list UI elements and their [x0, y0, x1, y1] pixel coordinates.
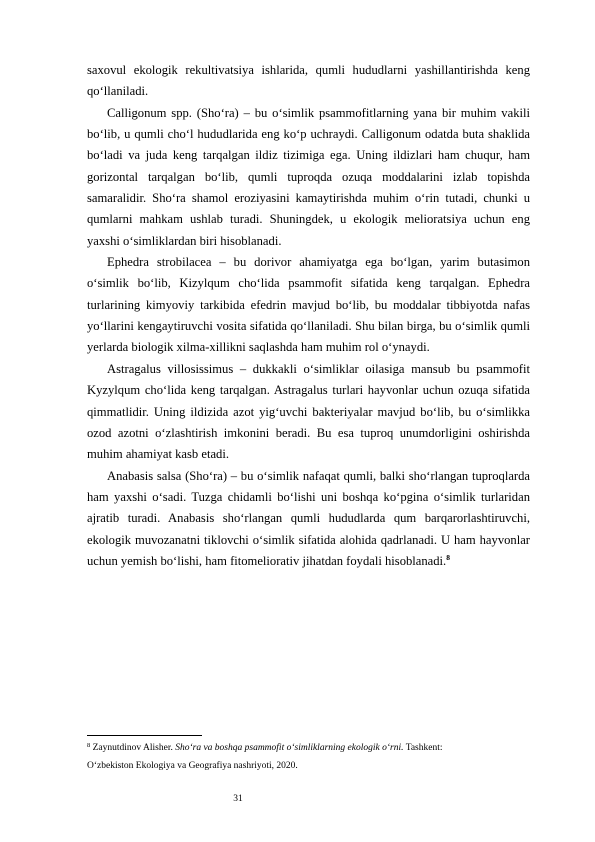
footnote-author: Zaynutdinov Alisher. [92, 743, 173, 753]
footnote-title: Sho‘ra va boshqa psammofit o‘simliklarning ekologik o‘rni. [175, 743, 404, 753]
footnote [87, 739, 530, 775]
body-text [87, 60, 530, 572]
footnote-reference[interactable]: 8 [446, 552, 450, 562]
footnote-place: Tashkent: [405, 743, 443, 753]
paragraph-ephedra: Ephedra strobilacea – bu dorivor ahamiyatga ega bo‘lgan, yarim butasimon o‘simlik bo‘lib, Kizylqum cho‘lida psammofit sifatida keng tarqalgan. Ephedra turlarining kimyoviy tarkibida efedrin mavjud bo‘lib, bu moddalar tibbiyotda nafas yo‘llarini kengaytiruvchi vosita sifatida qo‘llaniladi. Shu bilan birga, bu o‘simlik qumli yerlarda biologik xilma-xillikni saqlashda ham muhim rol o‘ynaydi. [87, 255, 530, 355]
paragraph-anabasis [87, 466, 530, 573]
paragraph-anabasis-text: Anabasis salsa (Sho‘ra) – bu o‘simlik nafaqat qumli, balki sho‘rlangan tuproqlarda ham yaxshi o‘sadi. Tuzga chidamli bo‘lishi uni boshqa ko‘pgina o‘simlik turlaridan ajratib turadi. Anabasis sho‘rlangan qumli hududlarda qum barqarorlashtiruvchi, ekologik muvozanatni tiklovchi o‘simlik sifatida alohida qadrlanadi. U ham hayvonlar uchun yemish bo‘lishi, ham fitomeliorativ jihatdan foydali hisoblanadi. [87, 468, 530, 568]
footnote-publisher: O‘zbekiston Ekologiya va Geografiya nashriyoti, 2020. [87, 761, 298, 771]
page-number: 31 [233, 794, 243, 804]
footnote-number: 8 [87, 742, 91, 749]
paragraph-continuation: saxovul ekologik rekultivatsiya ishlarida, qumli hududlarni yashillantirishda keng qo‘llaniladi. [87, 63, 530, 99]
paragraph-calligonum: Calligonum spp. (Sho‘ra) – bu o‘simlik psammofitlarning yana bir muhim vakili bo‘lib, u qumli cho‘l hududlarida eng ko‘p uchraydi. Calligonum odatda buta shaklida bo‘ladi va juda keng tarqalgan ildiz tizimiga ega. Uning ildizlari ham chuqur, ham gorizontal tarqalgan bo‘lib, qumli tuproqda ozuqa moddalarini izlab topishda samaralidir. Sho‘ra shamol eroziyasini kamaytirishda muhim o‘rin tutadi, chunki u qumlarni mahkam ushlab turadi. Shuningdek, u ekologik melioratsiya uchun eng yaxshi o‘simliklardan biri hisoblanadi. [87, 105, 530, 248]
footnote-separator [87, 735, 202, 736]
paragraph-astragalus: Astragalus villosissimus – dukkakli o‘simliklar oilasiga mansub bu psammofit Kyzylqum cho‘lida keng tarqalgan. Astragalus turlari hayvonlar uchun ozuqa sifatida qimmatlidir. Uning ildizida azot yig‘uvchi bakteriyalar mavjud bo‘lib, bu o‘simlikka ozod azotni o‘zlashtirish imkonini beradi. Bu esa tuproq unumdorligini oshirishda muhim ahamiyat kasb etadi. [87, 361, 530, 462]
